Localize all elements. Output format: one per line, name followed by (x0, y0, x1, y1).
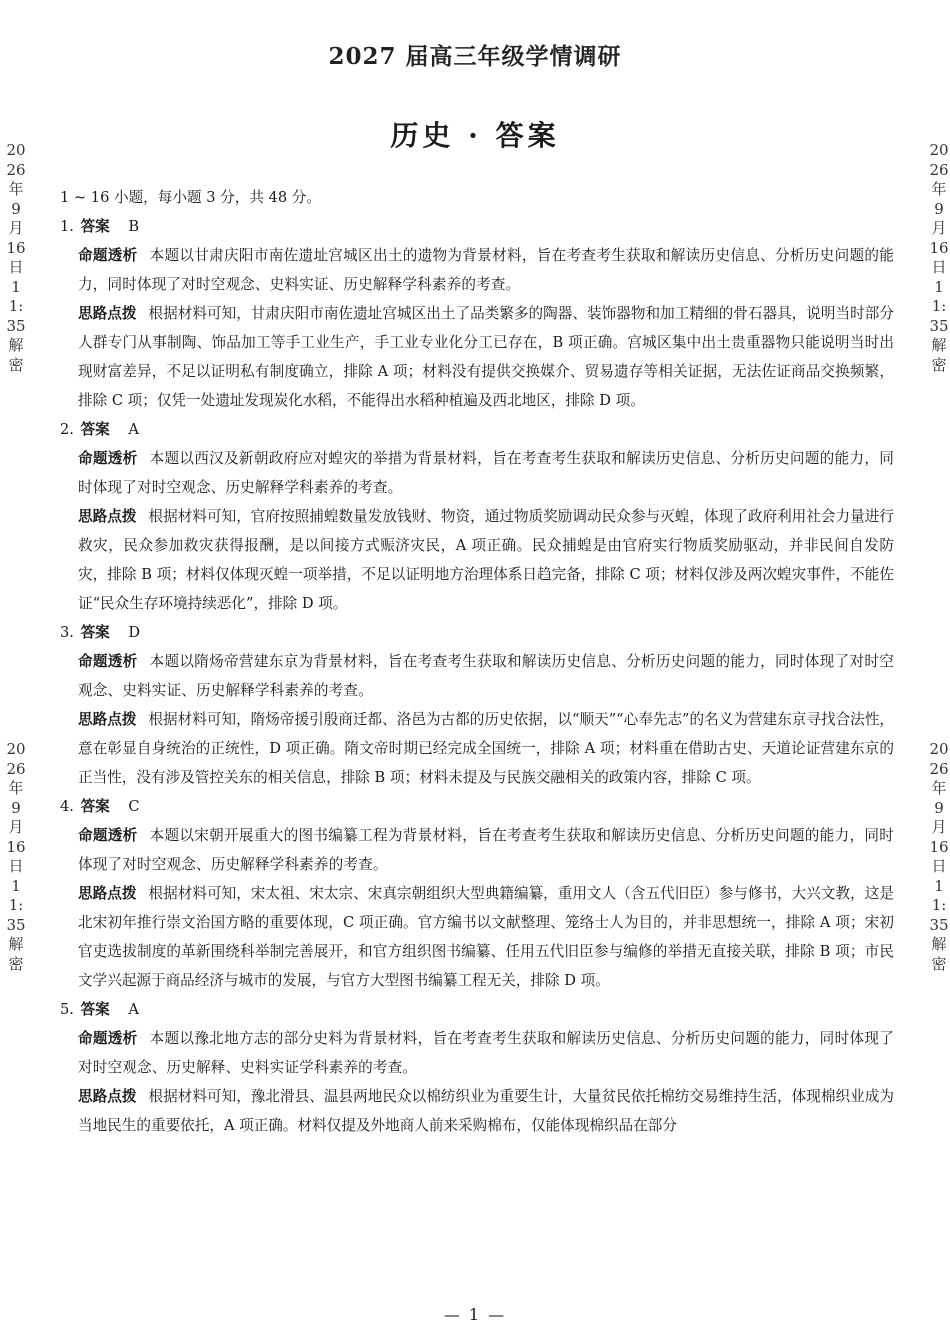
analysis-paragraph (60, 1024, 894, 1082)
analysis-paragraph (60, 444, 894, 502)
exam-title: 2027 届高三年级学情调研 (328, 43, 622, 68)
margin-stamp: 2026年9月16日11:35解密 (929, 740, 949, 973)
answer-value: B (128, 218, 140, 235)
subject-title: 历史 · 答案 (390, 119, 560, 152)
answer-content (60, 183, 894, 1140)
hint-text: 根据材料可知，豫北滑县、温县两地民众以棉纺织业为重要生计，大量贫民依托棉纺交易维持生活，体现棉织业成为当地民生的重要依托，A 项正确。材料仅提及外地商人前来采购棉布，仅能体现棉织品在部分 (78, 1088, 894, 1134)
analysis-text: 本题以豫北地方志的部分史料为背景材料，旨在考查考生获取和解读历史信息、分析历史问题的能力，同时体现了对时空观念、历史解释、史料实证学科素养的考查。 (78, 1030, 894, 1076)
question-number: 4. (60, 798, 74, 815)
hint-paragraph (60, 879, 894, 995)
answer-label: 答案 (80, 218, 110, 235)
hint-paragraph (60, 299, 894, 415)
answer-value: A (128, 1001, 139, 1018)
analysis-label: 命题透析 (78, 450, 138, 467)
question-block (60, 995, 894, 1140)
analysis-paragraph (60, 647, 894, 705)
answer-label: 答案 (80, 1001, 110, 1018)
question-header (60, 995, 894, 1024)
analysis-label: 命题透析 (78, 827, 138, 844)
question-number: 5. (60, 1001, 74, 1018)
analysis-label: 命题透析 (78, 247, 138, 264)
hint-label: 思路点拨 (78, 711, 137, 728)
page-number: — 1 — (443, 1305, 507, 1324)
question-header (60, 415, 894, 444)
hint-paragraph (60, 705, 894, 792)
analysis-text: 本题以隋炀帝营建东京为背景材料，旨在考查考生获取和解读历史信息、分析历史问题的能力，同时体现了对时空观念、史料实证、历史解释学科素养的考查。 (78, 653, 894, 699)
hint-text: 根据材料可知，甘肃庆阳市南佐遗址宫城区出土了品类繁多的陶器、装饰器物和加工精细的骨石器具，说明当时部分人群专门从事制陶、饰品加工等手工业生产，手工业专业化分工已存在，B 项正确。宫城区集中出土贵重器物只能说明当时出现财富差异，不足以证明私有制度确立，排除 A 项；材料没有提供交换媒介、贸易遗存等相关证据，无法佐证商品交换频繁，排除 C 项；仅凭一处遗址发现炭化水稻，不能得出水稻种植遍及西北地区，排除 D 项。 (78, 305, 894, 409)
answer-value: D (128, 624, 141, 641)
hint-label: 思路点拨 (78, 508, 137, 525)
margin-stamp: 2026年9月16日11:35解密 (6, 740, 26, 973)
answer-value: C (128, 798, 140, 815)
answer-label: 答案 (80, 798, 110, 815)
answer-value: A (128, 421, 139, 438)
hint-label: 思路点拨 (78, 305, 137, 322)
hint-paragraph (60, 1082, 894, 1140)
question-block (60, 618, 894, 792)
question-number: 3. (60, 624, 74, 641)
answer-label: 答案 (80, 624, 110, 641)
analysis-text: 本题以甘肃庆阳市南佐遗址宫城区出土的遗物为背景材料，旨在考查考生获取和解读历史信息、分析历史问题的能力，同时体现了对时空观念、史料实证、历史解释学科素养的考查。 (78, 247, 894, 293)
hint-paragraph (60, 502, 894, 618)
margin-stamp: 2026年9月16日11:35解密 (929, 141, 949, 374)
hint-label: 思路点拨 (78, 1088, 137, 1105)
hint-text: 根据材料可知，隋炀帝援引殷商迁都、洛邑为古都的历史依据，以“顺天”“心奉先志”的名义为营建东京寻找合法性，意在彰显自身统治的正统性，D 项正确。隋文帝时期已经完成全国统一，排除 A 项；材料重在借助古史、天道论证营建东京的正当性，没有涉及管控关东的相关信息，排除 B 项；材料未提及与民族交融相关的政策内容，排除 C 项。 (78, 711, 894, 786)
hint-text: 根据材料可知，宋太祖、宋太宗、宋真宗朝组织大型典籍编纂，重用文人（含五代旧臣）参与修书，大兴文教，这是北宋初年推行崇文治国方略的重要体现，C 项正确。官方编书以文献整理、笼络士人为目的，并非思想统一，排除 A 项；宋初官吏选拔制度的革新围绕科举制完善展开，和官方组织图书编纂、任用五代旧臣参与编修的举措无直接关联，排除 B 项；市民文学兴起源于商品经济与城市的发展，与官方大型图书编纂工程无关，排除 D 项。 (78, 885, 894, 989)
question-block (60, 212, 894, 415)
question-block (60, 792, 894, 995)
question-block (60, 415, 894, 618)
hint-text: 根据材料可知，官府按照捕蝗数量发放钱财、物资，通过物质奖励调动民众参与灭蝗，体现了政府利用社会力量进行救灾，民众参加救灾获得报酬，是以间接方式赈济灾民，A 项正确。民众捕蝗是由官府实行物质奖励驱动，并非民间自发防灾，排除 B 项；材料仅体现灭蝗一项举措，不足以证明地方治理体系日趋完备，排除 C 项；材料仅涉及两次蝗灾事件，不能佐证“民众生存环境持续恶化”，排除 D 项。 (78, 508, 894, 612)
analysis-text: 本题以宋朝开展重大的图书编纂工程为背景材料，旨在考查考生获取和解读历史信息、分析历史问题的能力，同时体现了对时空观念、历史解释学科素养的考查。 (78, 827, 894, 873)
analysis-text: 本题以西汉及新朝政府应对蝗灾的举措为背景材料，旨在考查考生获取和解读历史信息、分析历史问题的能力，同时体现了对时空观念、历史解释学科素养的考查。 (78, 450, 894, 496)
question-number: 1. (60, 218, 74, 235)
scoring-intro: 1 ~ 16 小题，每小题 3 分，共 48 分。 (60, 189, 321, 206)
hint-label: 思路点拨 (78, 885, 137, 902)
analysis-paragraph (60, 241, 894, 299)
question-header (60, 792, 894, 821)
question-header (60, 212, 894, 241)
analysis-paragraph (60, 821, 894, 879)
answer-label: 答案 (80, 421, 110, 438)
question-number: 2. (60, 421, 74, 438)
analysis-label: 命题透析 (78, 1030, 138, 1047)
margin-stamp: 2026年9月16日11:35解密 (6, 141, 26, 374)
analysis-label: 命题透析 (78, 653, 138, 670)
question-header (60, 618, 894, 647)
